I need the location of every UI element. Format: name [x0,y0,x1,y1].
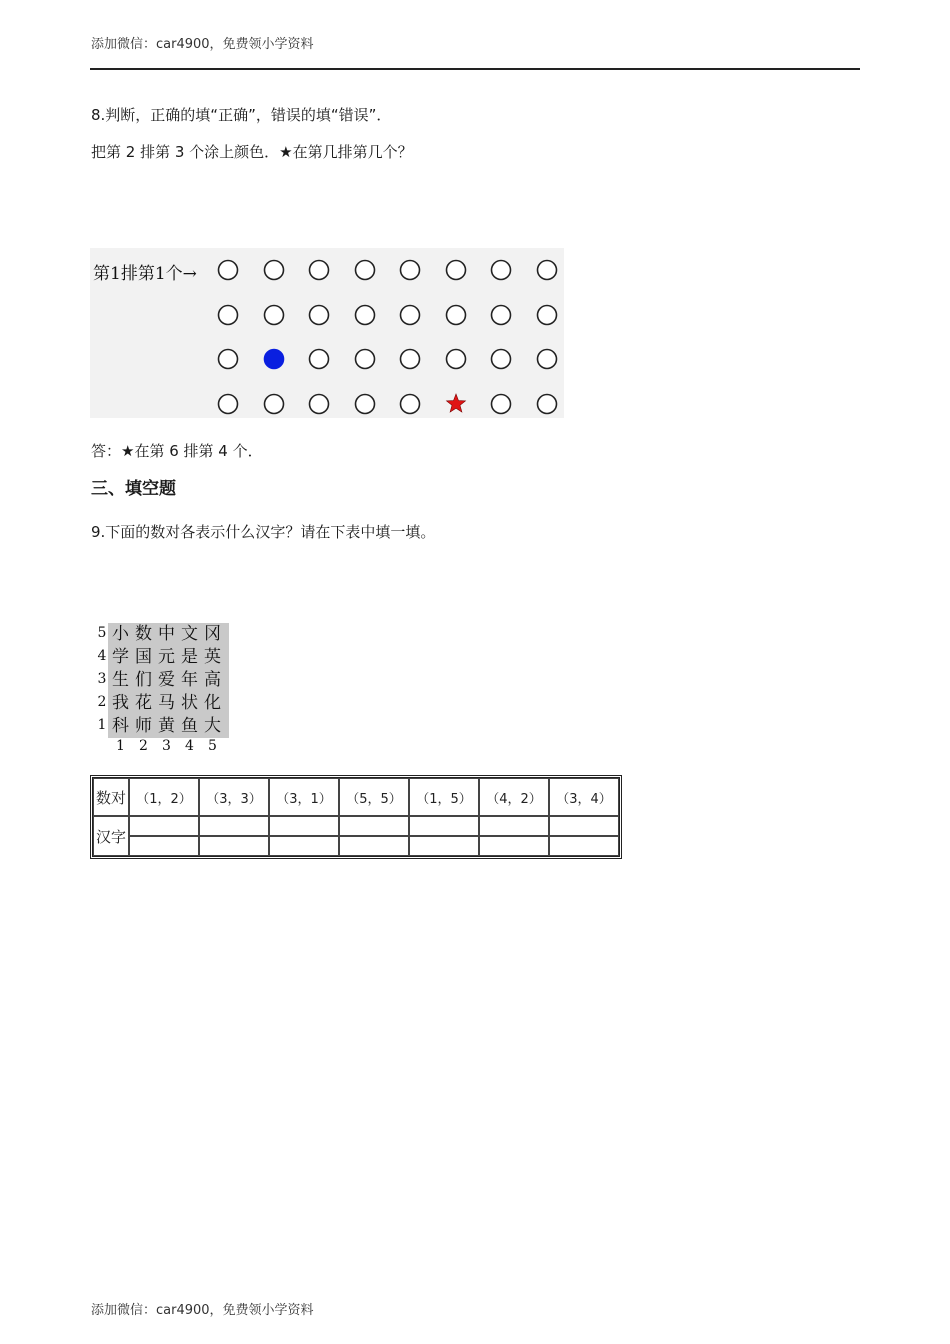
grid-x-label: 1 [116,738,125,754]
pair-cell: （3，1） [269,778,339,816]
answer-cell[interactable] [199,836,269,856]
grid-circle [356,395,375,414]
pair-cell: （3，3） [199,778,269,816]
answer-cell[interactable] [199,816,269,836]
grid-circle [219,306,238,325]
grid-cell: 学 [112,647,129,667]
grid-y-label: 3 [97,671,107,687]
grid-y-label: 2 [97,694,107,710]
circle-grid [90,248,564,418]
answer-cell[interactable] [409,816,479,836]
grid-cell: 科 [112,716,129,736]
answer-cell[interactable] [339,836,409,856]
q8-answer: 答：★在第 6 排第 4 个． [91,442,263,460]
grid-circle [401,261,420,280]
filled-circle [265,350,284,369]
grid-cell: 大 [204,716,221,736]
grid-circle [310,261,329,280]
table-row-label: 数对 [93,778,129,816]
grid-circle [356,350,375,369]
pair-cell: （1，2） [129,778,199,816]
grid-circle [447,306,466,325]
grid-cell: 黄 [158,716,175,736]
answer-cell[interactable] [479,836,549,856]
grid-circle [401,350,420,369]
grid-circle [310,306,329,325]
grid-cell: 数 [135,624,152,644]
answer-table [90,775,622,859]
header-divider [90,68,860,70]
grid-circle [538,395,557,414]
grid-x-label: 3 [162,738,171,754]
circle-grid-figure [90,248,564,418]
grid-x-label: 2 [139,738,148,754]
grid-cell: 状 [181,693,198,713]
pair-cell: （5，5） [339,778,409,816]
grid-circle [447,261,466,280]
grid-circle [492,350,511,369]
answer-cell[interactable] [479,816,549,836]
grid-cell: 花 [135,693,152,713]
grid-circle [310,395,329,414]
grid-cell: 们 [135,670,152,690]
grid-circle [492,395,511,414]
grid-cell: 英 [204,647,221,667]
grid-x-label: 4 [185,738,194,754]
grid-y-label: 4 [97,648,107,664]
grid-x-label: 5 [208,738,217,754]
grid-circle [356,261,375,280]
answer-cell[interactable] [409,836,479,856]
grid-circle [538,306,557,325]
answer-cell[interactable] [129,816,199,836]
q8-title: 8.判断，正确的填“正确”，错误的填“错误”． [91,106,392,124]
first-row-label: 第1排第1个→ [93,264,197,284]
table-row-label: 汉字 [93,816,129,856]
grid-cell: 鱼 [181,716,198,736]
grid-y-label: 1 [97,717,107,733]
grid-cell: 马 [158,693,175,713]
grid-cell: 小 [112,624,129,644]
grid-circle [401,395,420,414]
answer-cell[interactable] [549,836,619,856]
star-marker [447,394,466,412]
page-header: 添加微信：car4900，免费领小学资料 [91,37,314,52]
grid-circle [492,261,511,280]
q9-title: 9.下面的数对各表示什么汉字？请在下表中填一填。 [91,523,436,541]
grid-cell: 化 [204,693,221,713]
grid-circle [401,306,420,325]
grid-cell: 是 [181,647,198,667]
grid-circle [447,350,466,369]
grid-cell: 中 [158,624,175,644]
grid-circle [538,350,557,369]
answer-cell[interactable] [549,816,619,836]
answer-cell[interactable] [129,836,199,856]
grid-circle [310,350,329,369]
answer-cell[interactable] [339,816,409,836]
pair-cell: （3，4） [549,778,619,816]
grid-y-label: 5 [97,625,107,641]
grid-circle [265,395,284,414]
grid-cell: 爱 [158,670,175,690]
grid-cell: 生 [112,670,129,690]
grid-circle [219,261,238,280]
grid-circle [492,306,511,325]
grid-circle [538,261,557,280]
grid-circle [356,306,375,325]
grid-cell: 师 [135,716,152,736]
page-footer: 添加微信：car4900，免费领小学资料 [91,1303,314,1318]
grid-cell: 高 [204,670,221,690]
grid-circle [219,395,238,414]
answer-cell[interactable] [269,836,339,856]
grid-circle [265,306,284,325]
grid-cell: 年 [181,670,198,690]
section-title: 三、填空题 [91,479,176,499]
grid-circle [265,261,284,280]
grid-cell: 文 [181,624,198,644]
grid-circle [219,350,238,369]
grid-cell: 国 [135,647,152,667]
pair-cell: （4，2） [479,778,549,816]
q8-instruction: 把第 2 排第 3 个涂上颜色．★在第几排第几个？ [91,143,413,161]
grid-cell: 我 [112,693,129,713]
answer-cell[interactable] [269,816,339,836]
grid-cell: 元 [158,647,175,667]
character-grid-figure [91,622,231,756]
pair-cell: （1，5） [409,778,479,816]
grid-cell: 冈 [204,624,221,644]
